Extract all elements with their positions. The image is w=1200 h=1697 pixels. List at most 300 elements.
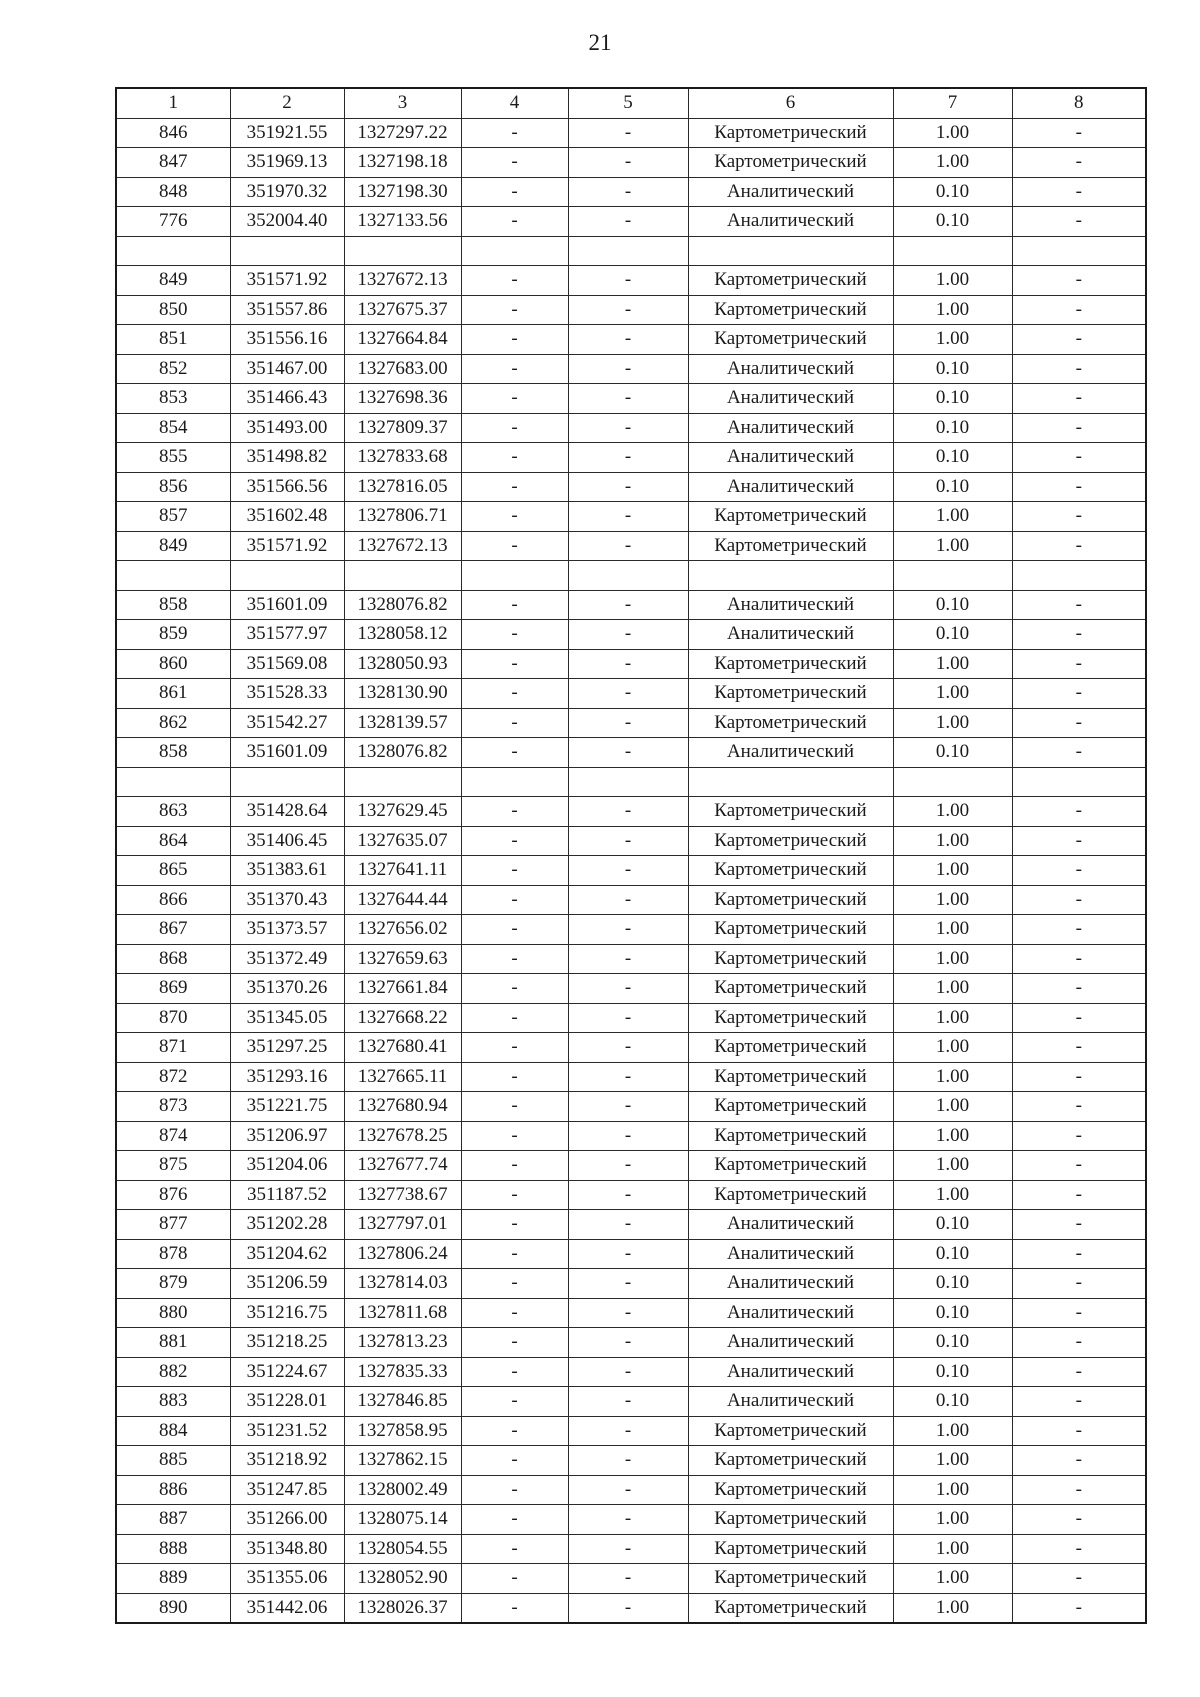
table-cell bbox=[230, 236, 344, 266]
table-cell bbox=[461, 236, 568, 266]
table-cell: - bbox=[1012, 1328, 1146, 1358]
table-cell: 1327635.07 bbox=[344, 826, 461, 856]
table-cell: - bbox=[568, 1003, 688, 1033]
table-cell: 351406.45 bbox=[230, 826, 344, 856]
table-cell: Картометрический bbox=[688, 1092, 893, 1122]
table-cell: Картометрический bbox=[688, 325, 893, 355]
page-number: 21 bbox=[588, 30, 612, 55]
table-row bbox=[116, 266, 1146, 296]
table-cell: - bbox=[568, 1298, 688, 1328]
table-cell: - bbox=[568, 1564, 688, 1594]
table-row bbox=[116, 207, 1146, 237]
table-cell: - bbox=[461, 384, 568, 414]
table-row bbox=[116, 413, 1146, 443]
table-cell bbox=[568, 561, 688, 591]
table-cell: - bbox=[568, 1328, 688, 1358]
table-cell bbox=[344, 236, 461, 266]
table-cell: - bbox=[1012, 1210, 1146, 1240]
table-cell: - bbox=[461, 1593, 568, 1623]
table-cell: 863 bbox=[116, 797, 230, 827]
table-cell: 0.10 bbox=[893, 413, 1012, 443]
table-cell: 879 bbox=[116, 1269, 230, 1299]
table-cell: 1.00 bbox=[893, 1564, 1012, 1594]
table-cell: 351466.43 bbox=[230, 384, 344, 414]
table-cell: Картометрический bbox=[688, 1593, 893, 1623]
table-cell: - bbox=[461, 1475, 568, 1505]
table-cell: 1327683.00 bbox=[344, 354, 461, 384]
table-cell: 1327698.36 bbox=[344, 384, 461, 414]
table-row bbox=[116, 826, 1146, 856]
table-cell: 1.00 bbox=[893, 1534, 1012, 1564]
table-row bbox=[116, 1534, 1146, 1564]
table-row bbox=[116, 738, 1146, 768]
table-cell: - bbox=[1012, 620, 1146, 650]
table-cell: - bbox=[568, 915, 688, 945]
table-row bbox=[116, 177, 1146, 207]
table-cell: Картометрический bbox=[688, 1475, 893, 1505]
table-row bbox=[116, 531, 1146, 561]
table-cell: Картометрический bbox=[688, 295, 893, 325]
table-cell: 1327629.45 bbox=[344, 797, 461, 827]
table-cell: - bbox=[568, 266, 688, 296]
table-cell: 0.10 bbox=[893, 1387, 1012, 1417]
table-cell: 874 bbox=[116, 1121, 230, 1151]
table-cell: 885 bbox=[116, 1446, 230, 1476]
table-cell: 1.00 bbox=[893, 944, 1012, 974]
table-row bbox=[116, 885, 1146, 915]
table-cell: 875 bbox=[116, 1151, 230, 1181]
table-cell bbox=[1012, 767, 1146, 797]
table-cell: 890 bbox=[116, 1593, 230, 1623]
table-cell: Картометрический bbox=[688, 1180, 893, 1210]
table-cell: Аналитический bbox=[688, 384, 893, 414]
table-cell: 0.10 bbox=[893, 472, 1012, 502]
table-cell: - bbox=[461, 1062, 568, 1092]
table-cell: - bbox=[1012, 1416, 1146, 1446]
table-cell: 1328026.37 bbox=[344, 1593, 461, 1623]
table-row bbox=[116, 1269, 1146, 1299]
table-cell: 351383.61 bbox=[230, 856, 344, 886]
table-cell: - bbox=[461, 1239, 568, 1269]
table-cell: - bbox=[1012, 531, 1146, 561]
table-cell: 0.10 bbox=[893, 177, 1012, 207]
table-cell: 886 bbox=[116, 1475, 230, 1505]
table-cell: 1327811.68 bbox=[344, 1298, 461, 1328]
table-cell: - bbox=[461, 1180, 568, 1210]
table-cell: 857 bbox=[116, 502, 230, 532]
table-cell: - bbox=[568, 679, 688, 709]
table-cell: 1.00 bbox=[893, 325, 1012, 355]
table-cell: - bbox=[1012, 118, 1146, 148]
table-cell: 0.10 bbox=[893, 384, 1012, 414]
table-row bbox=[116, 1328, 1146, 1358]
table-cell bbox=[1012, 561, 1146, 591]
table-cell: - bbox=[568, 148, 688, 178]
table-cell: Картометрический bbox=[688, 1416, 893, 1446]
table-cell: 1327809.37 bbox=[344, 413, 461, 443]
table-cell: - bbox=[461, 797, 568, 827]
table-cell: Картометрический bbox=[688, 915, 893, 945]
table-cell: - bbox=[568, 1416, 688, 1446]
table-cell: - bbox=[461, 148, 568, 178]
table-cell: 351571.92 bbox=[230, 531, 344, 561]
table-cell: Картометрический bbox=[688, 1062, 893, 1092]
table-cell bbox=[893, 767, 1012, 797]
table-cell: - bbox=[1012, 443, 1146, 473]
table-cell: 351221.75 bbox=[230, 1092, 344, 1122]
table-cell: - bbox=[568, 974, 688, 1004]
table-cell: 1327661.84 bbox=[344, 974, 461, 1004]
table-row bbox=[116, 797, 1146, 827]
table-cell: 351206.59 bbox=[230, 1269, 344, 1299]
table-cell: Аналитический bbox=[688, 620, 893, 650]
table-cell: 846 bbox=[116, 118, 230, 148]
table-cell: 776 bbox=[116, 207, 230, 237]
table-cell: 1327680.94 bbox=[344, 1092, 461, 1122]
table-row bbox=[116, 1505, 1146, 1535]
table-cell: - bbox=[568, 1269, 688, 1299]
table-row bbox=[116, 856, 1146, 886]
table-cell: 852 bbox=[116, 354, 230, 384]
table-cell: 0.10 bbox=[893, 590, 1012, 620]
column-header: 1 bbox=[116, 88, 230, 118]
table-cell: 1327806.71 bbox=[344, 502, 461, 532]
table-cell: 1.00 bbox=[893, 1416, 1012, 1446]
table-cell: - bbox=[1012, 1180, 1146, 1210]
table-cell: 351247.85 bbox=[230, 1475, 344, 1505]
column-header: 2 bbox=[230, 88, 344, 118]
table-cell: Аналитический bbox=[688, 207, 893, 237]
table-cell: 1328058.12 bbox=[344, 620, 461, 650]
table-cell: 1327133.56 bbox=[344, 207, 461, 237]
table-cell: 1.00 bbox=[893, 1593, 1012, 1623]
table-cell: 1.00 bbox=[893, 148, 1012, 178]
table-cell: 871 bbox=[116, 1033, 230, 1063]
table-cell: 868 bbox=[116, 944, 230, 974]
table-cell bbox=[116, 561, 230, 591]
table-cell: Аналитический bbox=[688, 472, 893, 502]
table-cell: Картометрический bbox=[688, 974, 893, 1004]
table-cell: 1.00 bbox=[893, 1475, 1012, 1505]
table-row bbox=[116, 915, 1146, 945]
table-cell: 1.00 bbox=[893, 1121, 1012, 1151]
column-header: 4 bbox=[461, 88, 568, 118]
table-cell: - bbox=[568, 649, 688, 679]
table-cell: 351206.97 bbox=[230, 1121, 344, 1151]
table-row bbox=[116, 1210, 1146, 1240]
table-cell: 1328076.82 bbox=[344, 590, 461, 620]
table-cell: 1.00 bbox=[893, 531, 1012, 561]
table-cell: - bbox=[568, 531, 688, 561]
table-cell: Аналитический bbox=[688, 1298, 893, 1328]
table-cell: 1.00 bbox=[893, 974, 1012, 1004]
table-cell: - bbox=[461, 649, 568, 679]
table-cell: - bbox=[568, 856, 688, 886]
table-cell: 1327814.03 bbox=[344, 1269, 461, 1299]
table-cell: - bbox=[568, 1092, 688, 1122]
table-row bbox=[116, 1564, 1146, 1594]
table-cell: 1328052.90 bbox=[344, 1564, 461, 1594]
table-cell: Картометрический bbox=[688, 1505, 893, 1535]
table-cell: 883 bbox=[116, 1387, 230, 1417]
table-cell: 1327665.11 bbox=[344, 1062, 461, 1092]
table-cell: - bbox=[461, 502, 568, 532]
table-row bbox=[116, 649, 1146, 679]
table-cell: 1.00 bbox=[893, 1180, 1012, 1210]
table-body bbox=[116, 118, 1146, 1623]
table-cell: 849 bbox=[116, 266, 230, 296]
table-cell: 351372.49 bbox=[230, 944, 344, 974]
table-row bbox=[116, 679, 1146, 709]
table-row bbox=[116, 944, 1146, 974]
separator-row bbox=[116, 767, 1146, 797]
table-cell: - bbox=[461, 590, 568, 620]
table-cell: Картометрический bbox=[688, 266, 893, 296]
table-cell: - bbox=[1012, 1121, 1146, 1151]
table-cell: - bbox=[461, 207, 568, 237]
table-cell bbox=[688, 767, 893, 797]
table-cell: 351566.56 bbox=[230, 472, 344, 502]
table-cell: 860 bbox=[116, 649, 230, 679]
table-cell bbox=[230, 767, 344, 797]
table-cell: 1328075.14 bbox=[344, 1505, 461, 1535]
table-cell: - bbox=[1012, 944, 1146, 974]
table-cell: 864 bbox=[116, 826, 230, 856]
table-cell: - bbox=[1012, 384, 1146, 414]
table-cell: 351442.06 bbox=[230, 1593, 344, 1623]
table-cell: - bbox=[568, 1151, 688, 1181]
table-cell: - bbox=[461, 295, 568, 325]
table-cell: - bbox=[461, 177, 568, 207]
table-cell: 351218.92 bbox=[230, 1446, 344, 1476]
table-cell: - bbox=[568, 620, 688, 650]
table-cell: 866 bbox=[116, 885, 230, 915]
table-cell: 1327659.63 bbox=[344, 944, 461, 974]
table-cell: - bbox=[568, 1593, 688, 1623]
table-cell: - bbox=[1012, 856, 1146, 886]
table-cell: - bbox=[461, 679, 568, 709]
table-row bbox=[116, 1593, 1146, 1623]
table-cell: - bbox=[461, 1446, 568, 1476]
table-cell: Аналитический bbox=[688, 738, 893, 768]
table-cell: - bbox=[568, 1534, 688, 1564]
table-cell: 351266.00 bbox=[230, 1505, 344, 1535]
table-row bbox=[116, 118, 1146, 148]
table-cell: 351187.52 bbox=[230, 1180, 344, 1210]
table-cell: 878 bbox=[116, 1239, 230, 1269]
column-header: 3 bbox=[344, 88, 461, 118]
table-cell: 872 bbox=[116, 1062, 230, 1092]
table-cell: 867 bbox=[116, 915, 230, 945]
table-cell: Картометрический bbox=[688, 797, 893, 827]
table-cell: 351202.28 bbox=[230, 1210, 344, 1240]
table-cell: 351577.97 bbox=[230, 620, 344, 650]
table-cell: - bbox=[1012, 1446, 1146, 1476]
table-cell bbox=[688, 561, 893, 591]
table-cell: - bbox=[568, 738, 688, 768]
table-cell: 1.00 bbox=[893, 1092, 1012, 1122]
table-cell: 1328139.57 bbox=[344, 708, 461, 738]
table-cell: 351428.64 bbox=[230, 797, 344, 827]
column-header: 6 bbox=[688, 88, 893, 118]
table-cell: 351370.26 bbox=[230, 974, 344, 1004]
table-cell: - bbox=[1012, 472, 1146, 502]
table-cell: Картометрический bbox=[688, 856, 893, 886]
table-cell: - bbox=[461, 1505, 568, 1535]
table-cell: 1327677.74 bbox=[344, 1151, 461, 1181]
table-cell bbox=[116, 236, 230, 266]
table-cell: - bbox=[568, 325, 688, 355]
table-cell: 351231.52 bbox=[230, 1416, 344, 1446]
table-cell: 351373.57 bbox=[230, 915, 344, 945]
table-cell: 1327672.13 bbox=[344, 266, 461, 296]
table-cell: 858 bbox=[116, 738, 230, 768]
table-cell: - bbox=[461, 354, 568, 384]
table-cell: 1.00 bbox=[893, 915, 1012, 945]
table-cell: 1.00 bbox=[893, 856, 1012, 886]
table-cell: Картометрический bbox=[688, 944, 893, 974]
table-cell: Аналитический bbox=[688, 413, 893, 443]
table-cell: 1.00 bbox=[893, 826, 1012, 856]
table-cell: Картометрический bbox=[688, 708, 893, 738]
table-cell: - bbox=[568, 443, 688, 473]
table-cell: 1327806.24 bbox=[344, 1239, 461, 1269]
table-row bbox=[116, 620, 1146, 650]
table-row bbox=[116, 590, 1146, 620]
table-cell: - bbox=[1012, 1239, 1146, 1269]
table-cell: 351921.55 bbox=[230, 118, 344, 148]
table-cell: - bbox=[1012, 1534, 1146, 1564]
table-cell: Картометрический bbox=[688, 649, 893, 679]
table-cell: Картометрический bbox=[688, 1151, 893, 1181]
table-cell: - bbox=[1012, 413, 1146, 443]
table-cell: 351569.08 bbox=[230, 649, 344, 679]
table-cell: 1327833.68 bbox=[344, 443, 461, 473]
table-cell: 0.10 bbox=[893, 207, 1012, 237]
table-row bbox=[116, 1151, 1146, 1181]
table-cell: Картометрический bbox=[688, 502, 893, 532]
table-cell: 1.00 bbox=[893, 679, 1012, 709]
table-cell: 1.00 bbox=[893, 1151, 1012, 1181]
table-cell: - bbox=[1012, 1357, 1146, 1387]
table-cell bbox=[344, 767, 461, 797]
table-cell: - bbox=[1012, 649, 1146, 679]
table-cell: - bbox=[1012, 1387, 1146, 1417]
table-cell: - bbox=[568, 207, 688, 237]
column-header: 5 bbox=[568, 88, 688, 118]
table-cell: 887 bbox=[116, 1505, 230, 1535]
table-cell: 862 bbox=[116, 708, 230, 738]
table-cell: 351345.05 bbox=[230, 1003, 344, 1033]
table-cell: - bbox=[568, 1210, 688, 1240]
table-cell: 1328076.82 bbox=[344, 738, 461, 768]
table-cell: Картометрический bbox=[688, 1534, 893, 1564]
table-cell: 1327835.33 bbox=[344, 1357, 461, 1387]
table-cell: - bbox=[461, 915, 568, 945]
table-cell: - bbox=[568, 1387, 688, 1417]
table-cell: Аналитический bbox=[688, 354, 893, 384]
table-cell: 1327644.44 bbox=[344, 885, 461, 915]
table-cell: 1.00 bbox=[893, 708, 1012, 738]
table-cell: 0.10 bbox=[893, 1298, 1012, 1328]
table-cell: - bbox=[1012, 797, 1146, 827]
table-cell bbox=[893, 236, 1012, 266]
table-cell: - bbox=[461, 1387, 568, 1417]
table-cell: Картометрический bbox=[688, 885, 893, 915]
table-row bbox=[116, 1298, 1146, 1328]
table-cell: - bbox=[461, 708, 568, 738]
table-cell: - bbox=[568, 1357, 688, 1387]
table-cell: 351970.32 bbox=[230, 177, 344, 207]
table-cell: - bbox=[568, 384, 688, 414]
table-cell: - bbox=[461, 1416, 568, 1446]
table-cell: 352004.40 bbox=[230, 207, 344, 237]
table-cell: - bbox=[1012, 1033, 1146, 1063]
table-cell: Картометрический bbox=[688, 1121, 893, 1151]
table-cell: - bbox=[461, 118, 568, 148]
table-cell: - bbox=[461, 1151, 568, 1181]
table-row bbox=[116, 1416, 1146, 1446]
table-cell: 870 bbox=[116, 1003, 230, 1033]
table-cell: - bbox=[1012, 1092, 1146, 1122]
table-cell: 1327297.22 bbox=[344, 118, 461, 148]
table-cell: 1327656.02 bbox=[344, 915, 461, 945]
table-row bbox=[116, 502, 1146, 532]
table-cell: 884 bbox=[116, 1416, 230, 1446]
table-cell: 1327846.85 bbox=[344, 1387, 461, 1417]
table-cell: 1327816.05 bbox=[344, 472, 461, 502]
table-row bbox=[116, 1387, 1146, 1417]
separator-row bbox=[116, 236, 1146, 266]
table-cell: - bbox=[1012, 708, 1146, 738]
table-cell: - bbox=[1012, 915, 1146, 945]
table-cell: 351216.75 bbox=[230, 1298, 344, 1328]
table-cell: - bbox=[568, 1475, 688, 1505]
table-cell: - bbox=[568, 472, 688, 502]
table-cell: - bbox=[568, 413, 688, 443]
table-cell: Картометрический bbox=[688, 1003, 893, 1033]
table-cell: 856 bbox=[116, 472, 230, 502]
table-cell: 1.00 bbox=[893, 502, 1012, 532]
table-cell: 1.00 bbox=[893, 1003, 1012, 1033]
table-cell: 847 bbox=[116, 148, 230, 178]
table-cell: - bbox=[461, 1298, 568, 1328]
table-cell: - bbox=[1012, 1564, 1146, 1594]
table-cell: 1328054.55 bbox=[344, 1534, 461, 1564]
table-cell: 351557.86 bbox=[230, 295, 344, 325]
table-cell: - bbox=[1012, 1298, 1146, 1328]
table-cell: 351355.06 bbox=[230, 1564, 344, 1594]
table-cell: 848 bbox=[116, 177, 230, 207]
table-cell: 0.10 bbox=[893, 1269, 1012, 1299]
table-cell: Аналитический bbox=[688, 1210, 893, 1240]
table-cell: 853 bbox=[116, 384, 230, 414]
table-cell bbox=[116, 767, 230, 797]
table-row bbox=[116, 1062, 1146, 1092]
table-cell: - bbox=[568, 502, 688, 532]
table-cell: 1327797.01 bbox=[344, 1210, 461, 1240]
table-cell: 351293.16 bbox=[230, 1062, 344, 1092]
table-cell: Картометрический bbox=[688, 531, 893, 561]
table-row bbox=[116, 1180, 1146, 1210]
table-cell: - bbox=[1012, 1003, 1146, 1033]
table-row bbox=[116, 443, 1146, 473]
table-cell: - bbox=[461, 413, 568, 443]
table-cell: 351370.43 bbox=[230, 885, 344, 915]
table-cell: 351467.00 bbox=[230, 354, 344, 384]
table-cell: 869 bbox=[116, 974, 230, 1004]
table-cell: 1.00 bbox=[893, 649, 1012, 679]
